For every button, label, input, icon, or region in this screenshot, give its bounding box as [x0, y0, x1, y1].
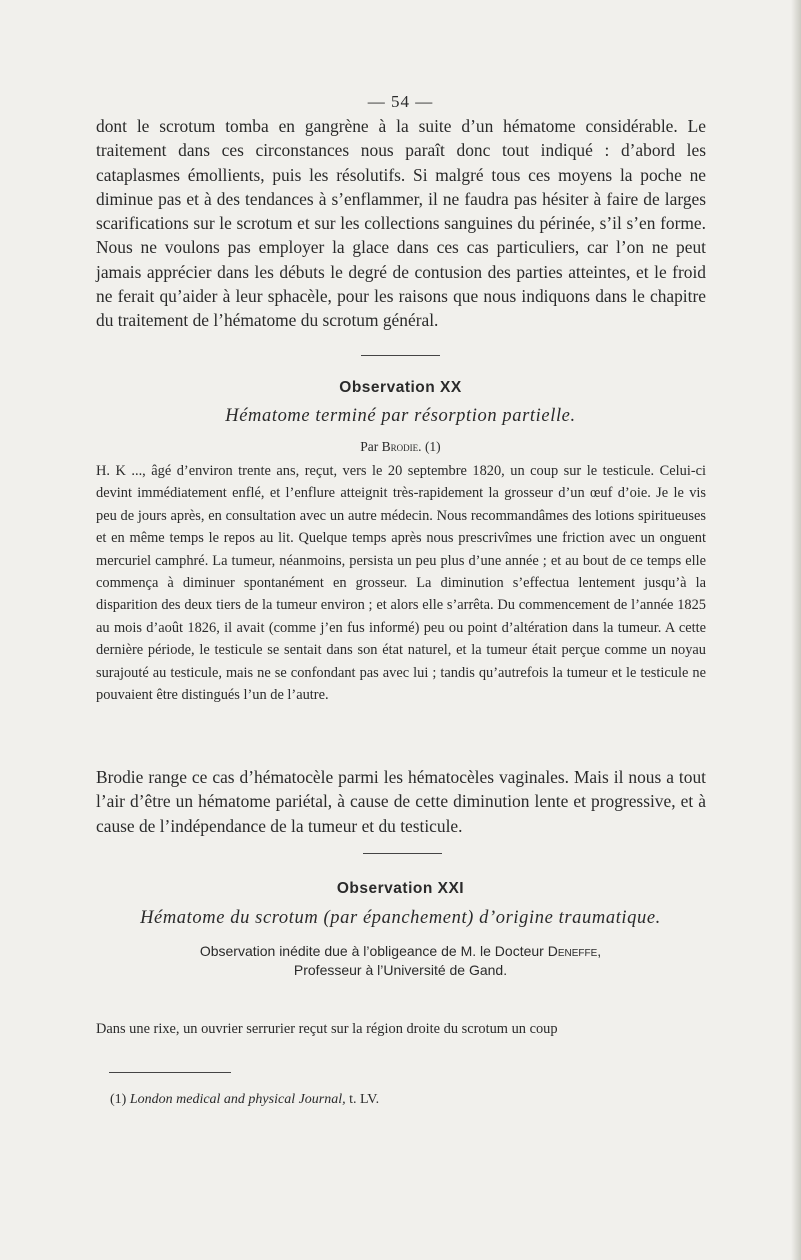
footnote-volume: t. LV.	[349, 1092, 380, 1107]
observation-20-case-block	[96, 460, 706, 706]
note-prefix: Observation inédite due à l’obligeance de M. le Docteur	[199, 943, 544, 959]
footnote-marker: (1)	[110, 1092, 127, 1107]
observation-20-commentary-block	[96, 765, 706, 838]
observation-21-heading: Observation XXI	[336, 880, 465, 897]
author-prefix: Par	[360, 439, 379, 454]
page-number: — 54 —	[367, 92, 434, 111]
observation-21-subtitle: Hématome du scrotum (par épanchement) d’origine traumatique.	[140, 908, 661, 928]
observation-21-note	[0, 942, 801, 980]
intro-paragraph-block	[96, 114, 706, 333]
observation-20-author	[0, 439, 801, 455]
observation-20-heading: Observation XX	[339, 379, 462, 396]
observation-20-commentary: Brodie range ce cas d’hématocèle parmi les hématocèles vaginales. Mais il nous a tout l’air d’être un hématome pariétal, à cause de cette diminution lente et progressive, et à cause de l’indépendance de la tumeur et du testicule.	[96, 767, 706, 836]
observation-20-subtitle: Hématome terminé par résorption partielle.	[225, 406, 576, 426]
note-doctor-name: Deneffe,	[547, 943, 602, 959]
intro-paragraph: dont le scrotum tomba en gangrène à la suite d’un hématome considérable. Le traitement dans ces circonstances nous paraît donc tout indiqué : d’abord les cataplasmes émollients, puis les résolutifs. Si malgré tous ces moyens la poche ne diminue pas et à des tendances à s’enflammer, il ne faudra pas hésiter à faire de larges scarifications sur le scrotum et sur les collections sanguines du périnée, s’il s’en forme. Nous ne voulons pas employer la glace dans ces cas particuliers, car l’on ne peut jamais apprécier dans les débuts le degré de contusion des parties atteintes, et le froid ne ferait qu’aider à leur sphacèle, pour les raisons que nous indiquons dans le chapitre du traitement de l’hématome du scrotum général.	[96, 116, 706, 331]
observation-21-note-line2: Professeur à l’Université de Gand.	[293, 962, 508, 978]
observation-21-note-line1	[0, 942, 801, 961]
footnote-source: London medical and physical Journal,	[129, 1092, 346, 1107]
footnote-ref: (1)	[424, 439, 441, 454]
author-name: Brodie.	[381, 439, 422, 454]
footnote-rule	[109, 1072, 231, 1073]
observation-21-case-start: Dans une rixe, un ouvrier serrurier reçut sur la région droite du scrotum un coup	[96, 1021, 558, 1037]
observation-21-case-block	[96, 1018, 706, 1040]
page-edge-shadow	[791, 0, 801, 1260]
observation-20-case-text: H. K ..., âgé d’environ trente ans, reçut, vers le 20 septembre 1820, un coup sur le testicule. Celui-ci devint immédiatement enflé, et l’enflure atteignit très-rapidement la grosseur d’un œuf d’oie. Je le vis peu de jours après, en consultation avec un autre médecin. Nous recommandâmes des lotions spiritueuses et en même temps le repos au lit. Quelque temps après nous prescrivîmes une friction avec un onguent mercuriel camphré. La tumeur, néanmoins, persista un peu plus d’une année ; et au bout de ce temps elle commença à diminuer spontanément en grosseur. La diminution s’effectua lentement jusqu’à la disparition des deux tiers de la tumeur environ ; et alors elle s’arrêta. Du commencement de l’année 1825 au mois d’août 1826, il avait (comme j’en fus informé) peu ou point d’altération dans la tumeur. A cette dernière période, le testicule se sentait dans son état naturel, et la tumeur était perçue comme un noyau surajouté au testicule, mais ne se confondant pas avec lui ; tandis qu’autrefois la tumeur et le testicule ne pouvaient être distingués l’un de l’autre.	[96, 463, 706, 704]
section-divider	[363, 853, 442, 854]
footnote	[110, 1092, 379, 1108]
section-divider	[361, 355, 440, 356]
